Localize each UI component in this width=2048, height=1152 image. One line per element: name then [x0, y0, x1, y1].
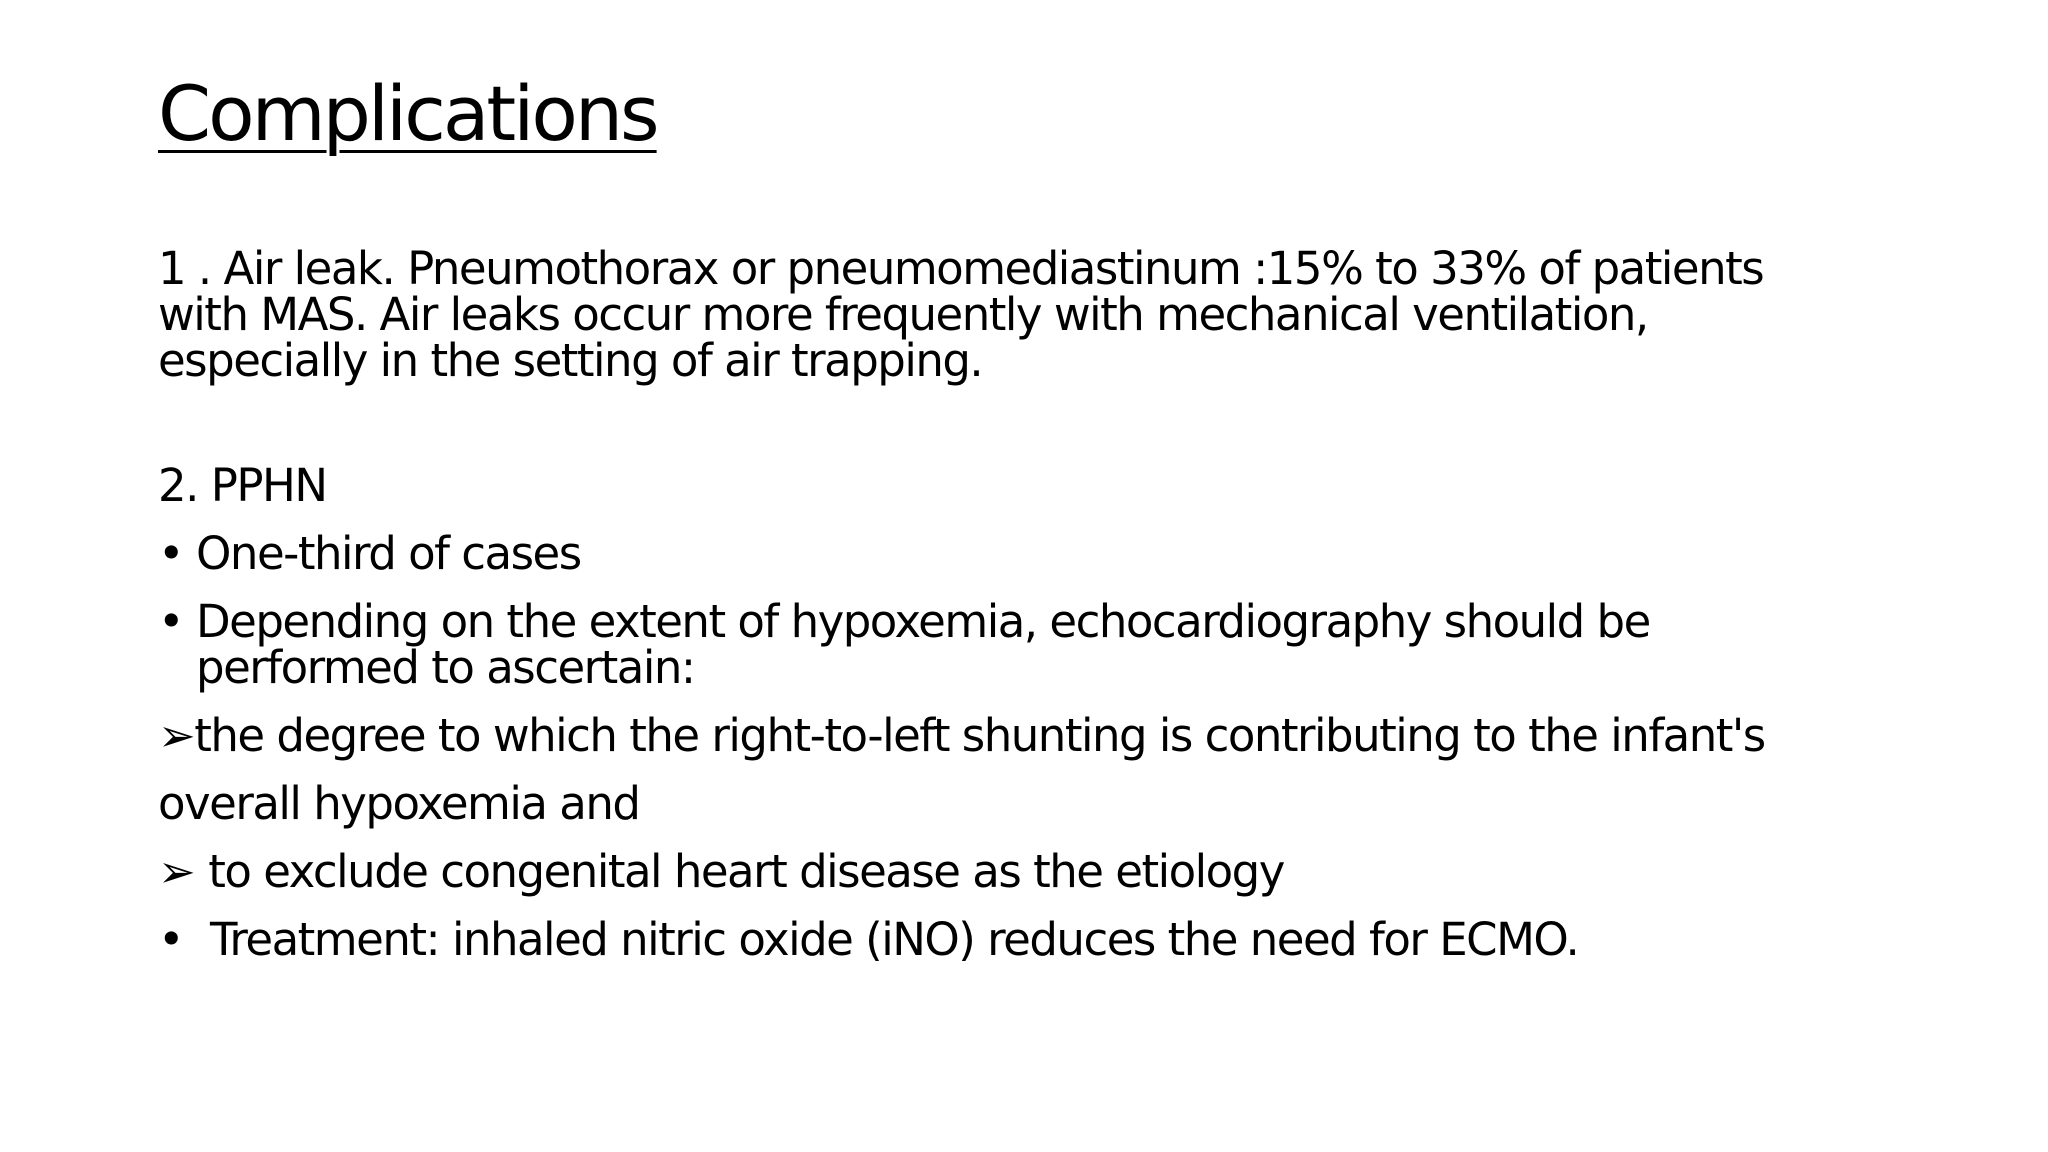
bullet-one-third-text: One-third of cases [196, 527, 581, 580]
arrow-bullet-icon: ➢ [158, 709, 195, 762]
arrow-item-congenital [158, 838, 1918, 906]
bullet-icon: • [158, 527, 184, 580]
slide-title: Complications [158, 69, 657, 158]
bullet-echocardiography-line-2: performed to ascertain: [196, 641, 695, 694]
point-1-line-3: especially in the setting of air trapping. [158, 334, 983, 387]
bullet-one-third [158, 520, 1918, 588]
bullet-echocardiography [158, 588, 1918, 702]
slide-body [158, 242, 1918, 974]
bullet-treatment [158, 906, 1918, 974]
bullet-treatment-text [196, 906, 1578, 974]
arrow-item-shunting-line-2: overall hypoxemia and [158, 777, 640, 830]
point-1-line-2: with MAS. Air leaks occur more frequently with mechanical ventilation, [158, 288, 1648, 341]
point-1-line-1: 1 . Air leak. Pneumothorax or pneumomediastinum :15% to 33% of patients [158, 242, 1764, 295]
bullet-echocardiography-text [196, 588, 1650, 702]
bullet-icon: • [158, 913, 184, 966]
arrow-item-congenital-text: to exclude congenital heart disease as the etiology [208, 845, 1284, 898]
arrow-item-shunting [158, 702, 1918, 770]
point-2-heading: 2. PPHN [158, 459, 327, 512]
point-1 [158, 242, 1918, 387]
paragraph-gap [158, 384, 1918, 452]
bullet-icon: • [158, 595, 184, 648]
bullet-treatment-label: Treatment: inhaled nitric oxide (iNO) reduces the need for ECMO. [210, 913, 1579, 966]
arrow-bullet-icon: ➢ [158, 845, 195, 898]
arrow-item-shunting-line-1: the degree to which the right-to-left shunting is contributing to the infant's [194, 709, 1765, 762]
bullet-echocardiography-line-1: Depending on the extent of hypoxemia, echocardiography should be [196, 595, 1650, 648]
point-2 [158, 452, 1918, 974]
